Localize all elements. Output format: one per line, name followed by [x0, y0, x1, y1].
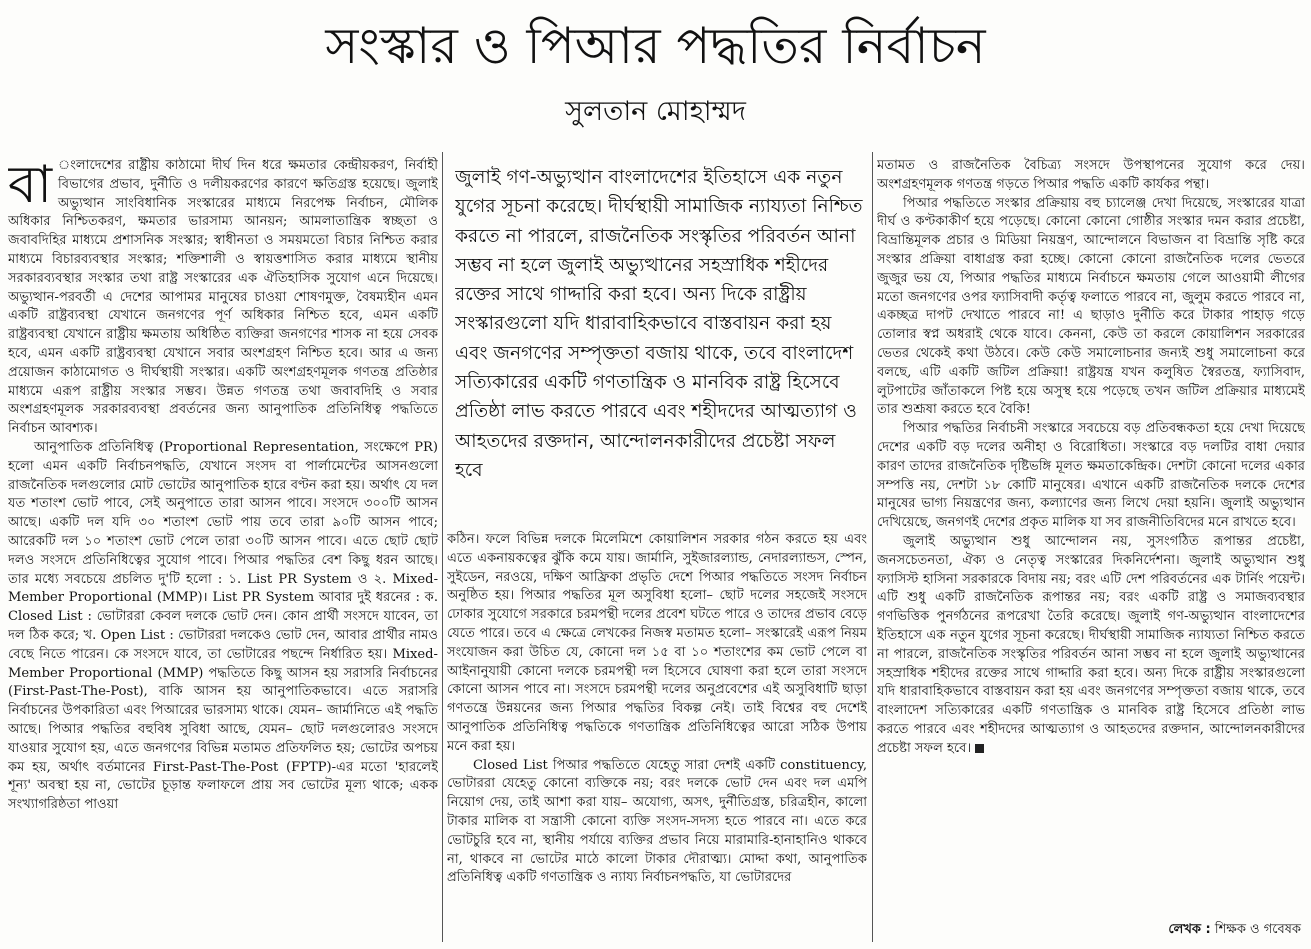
- column-two: [447, 157, 867, 943]
- drop-cap: বা: [8, 157, 53, 215]
- column-divider: [442, 152, 443, 942]
- paragraph: জুলাই অভ্যুত্থান শুধু আন্দোলন নয়, সুসংগঠিত রূপান্তর প্রচেষ্টা, জনসচেতনতা, ঐক্য ও নেতৃত্ব সংস্কারের দিকনির্দেশনা। জুলাই অভ্যুত্থান শুধু ফ্যাসিস্ট হাসিনা সরকারকে বিদায় নয়; বরং এটি দেশ পরিবর্তনের এক টার্নিং পয়েন্ট। এটি শুধু একটি রাজনৈতিক রূপান্তর নয়; বরং একটি রাষ্ট্র ও সমাজব্যবস্থার গণভিত্তিক পুনর্গঠনের রূপরেখা তৈরি করেছে। জুলাই গণ-অভ্যুত্থান বাংলাদেশের ইতিহাসে এক নতুন যুগের সূচনা করেছে। দীর্ঘস্থায়ী সামাজিক ন্যায্যতা নিশ্চিত করতে না পারলে, রাজনৈতিক সংস্কৃতির পরিবর্তন আনা সম্ভব না হলে জুলাই অভ্যুত্থানের সহস্রাধিক শহীদের রক্তের সাথে গাদ্দারি করা হবে। অন্য দিকে রাষ্ট্রীয় সংস্কারগুলো যদি ধারাবাহিকভাবে বাস্তবায়ন করা হয় এবং জনগণের সম্পৃক্ততা বজায় থাকে, তবে বাংলাদেশ সত্যিকারের একটি গণতান্ত্রিক ও মানবিক রাষ্ট্র হিসেবে প্রতিষ্ঠা লাভ করতে পারবে এবং শহীদদের আত্মত্যাগ ও আহতদের রক্তদান, আন্দোলনকারীদের প্রচেষ্টা সফল হবে।: [877, 533, 1305, 756]
- column-three: [877, 157, 1305, 943]
- author-note: [1168, 920, 1301, 941]
- author-label: লেখক :: [1168, 922, 1211, 937]
- paragraph: মতামত ও রাজনৈতিক বৈচিত্র্য সংসদে উপস্থাপনের সুযোগ করে দেয়। অংশগ্রহণমূলক গণতন্ত্র গড়তে পিআর পদ্ধতি একটি কার্যকর পন্থা।: [877, 158, 1305, 192]
- paragraph: পিআর পদ্ধতির নির্বাচনী সংস্কারে সবচেয়ে বড় প্রতিবন্ধকতা হয়ে দেখা দিয়েছে দেশের একটি বড় দলের অনীহা ও বিরোধিতা। সংস্কারে বড় দলটির বাধা দেয়ার কারণ তাদের রাজনৈতিক দৃষ্টিভঙ্গি মূলত ক্ষমতাকেন্দ্রিক। দেশটা কোনো দলের একার সম্পত্তি নয়, দেশটা ১৮ কোটি মানুষের। এখানে একটি রাজনৈতিক দলকে দেশের মানুষের ভাগ্য নিয়ন্ত্রণের জন্য, কল্যাণের জন্য লিখে দেয়া হয়নি। জুলাই অভ্যুত্থান দেখিয়েছে, জনগণই দেশের প্রকৃত মালিক যা সব রাজনীতিবিদের মনে রাখতে হবে।: [877, 421, 1305, 531]
- paragraph: কঠিন। ফলে বিভিন্ন দলকে মিলেমিশে কোয়ালিশন সরকার গঠন করতে হয় এবং এতে একনায়কত্বের ঝুঁকি কমে যায়। জার্মানি, সুইজারল্যান্ড, নেদারল্যান্ডস, স্পেন, সুইডেন, নরওয়ে, দক্ষিণ আফ্রিকা প্রভৃতি দেশে পিআর পদ্ধতিতে সংসদ নির্বাচন অনুষ্ঠিত হয়। পিআর পদ্ধতির মূল অসুবিধা হলো– ছোট দলের সহজেই সংসদে ঢোকার সুযোগে সরকারে চরমপন্থী দলের প্রবেশ ঘটতে পারে ও তাদের প্রভাব বেড়ে যেতে পারে। তবে এ ক্ষেত্রে লেখকের নিজস্ব মতামত হলো– সংস্কারেই এরূপ নিয়ম সংযোজন করা উচিত যে, কোনো দল ১৫ বা ১০ শতাংশের কম ভোট পেলে বা আইনানুযায়ী কোনো দলকে চরমপন্থী দল হিসেবে ঘোষণা করা হলে তারা সংসদে কোনো আসন পাবে না। সংসদে চরমপন্থী দলের অনুপ্রবেশের এই অসুবিধাটি ছাড়া গণতন্ত্রে উন্নয়নের জন্য পিআর পদ্ধতির বিকল্প নেই। তাই বিশ্বের বহু দেশেই আনুপাতিক প্রতিনিধিত্ব পদ্ধতিকে গণতান্ত্রিক প্রতিনিধিত্বের আরো সঠিক উপায় মনে করা হয়।: [447, 532, 867, 754]
- paragraph: বা ংলাদেশের রাষ্ট্রীয় কাঠামো দীর্ঘ দিন ধরে ক্ষমতার কেন্দ্রীয়করণ, নির্বাহী বিভাগের প্রভাব, দুর্নীতি ও দলীয়করণের কারণে ক্ষতিগ্রস্ত হয়েছে। জুলাই অভ্যুত্থান সাংবিধানিক সংস্কারের মাধ্যমে নিরপেক্ষ নির্বাচন, মৌলিক অধিকার নিশ্চিতকরণ, ক্ষমতার ভারসাম্য আনয়ন; আমলাতান্ত্রিক স্বচ্ছতা ও জবাবদিহির মাধ্যমে প্রশাসনিক সংস্কার; স্বাধীনতা ও সময়মতো বিচার নিশ্চিত করার মাধ্যমে বিচারব্যবস্থার সংস্কার; শক্তিশালী ও স্বায়ত্তশাসিত করার মাধ্যমে স্থানীয় সরকারব্যবস্থার সংস্কার তথা রাষ্ট্র সংস্কারের এক ঐতিহাসিক সুযোগ এনে দিয়েছে। অভ্যুত্থান-পরবর্তী এ দেশের আপামর মানুষের চাওয়া শোষণমুক্ত, বৈষম্যহীন এমন একটি রাষ্ট্রব্যবস্থা যেখানে জনগণের পূর্ণ অধিকার নিশ্চিত হবে, এমন একটি রাষ্ট্রব্যবস্থা যেখানে রাষ্ট্রীয় ক্ষমতায় অধিষ্ঠিত ব্যক্তিরা জনগণের শাসক না হয়ে সেবক হবে, এমন একটি রাষ্ট্রব্যবস্থা যেখানে সবার অংশগ্রহণ নিশ্চিত হবে। আর এ জন্য প্রয়োজন কাঠামোগত ও দীর্ঘস্থায়ী সংস্কার। একটি অংশগ্রহণমূলক গণতন্ত্র প্রতিষ্ঠার মাধ্যমে এরূপ রাষ্ট্রীয় সংস্কার সম্ভব। উন্নত গণতন্ত্র তথা জবাবদিহি ও সবার অংশগ্রহণমূলক সরকারব্যবস্থা প্রবর্তনের জন্য আনুপাতিক প্রতিনিধিত্ব পদ্ধতিতে নির্বাচন আবশ্যক।: [8, 157, 438, 437]
- pull-quote: জুলাই গণ-অভ্যুত্থান বাংলাদেশের ইতিহাসে এক নতুন যুগের সূচনা করেছে। দীর্ঘস্থায়ী সামাজিক ন্যায্যতা নিশ্চিত করতে না পারলে, রাজনৈতিক সংস্কৃতির পরিবর্তন আনা সম্ভব না হলে জুলাই অভ্যুত্থানের সহস্রাধিক শহীদের রক্তের সাথে গাদ্দারি করা হবে। অন্য দিকে রাষ্ট্রীয় সংস্কারগুলো যদি ধারাবাহিকভাবে বাস্তবায়ন করা হয় এবং জনগণের সম্পৃক্ততা বজায় থাকে, তবে বাংলাদেশ সত্যিকারের একটি গণতান্ত্রিক ও মানবিক রাষ্ট্র হিসেবে প্রতিষ্ঠা লাভ করতে পারবে এবং শহীদদের আত্মত্যাগ ও আহতদের রক্তদান, আন্দোলনকারীদের প্রচেষ্টা সফল হবে: [455, 167, 863, 481]
- article-byline: সুলতান মোহাম্মদ: [565, 96, 746, 127]
- author-role: শিক্ষক ও গবেষক: [1214, 922, 1301, 937]
- column-one: [8, 157, 438, 943]
- paragraph: আনুপাতিক প্রতিনিধিত্ব (Proportional Representation, সংক্ষেপে PR) হলো এমন একটি নির্বাচনপদ্ধতি, যেখানে সংসদ বা পার্লামেন্টের আসনগুলো রাজনৈতিক দলগুলোর মোট ভোটের আনুপাতিক হারে বণ্টন করা হয়। অর্থাৎ যে দল যত শতাংশ ভোট পাবে, সেই অনুপাতে তারা আসন পাবে। সংসদে ৩০০টি আসন আছে। একটি দল যদি ৩০ শতাংশ ভোট পায় তবে তারা ৯০টি আসন পাবে; আরেকটি দল ১০ শতাংশ ভোট পেলে তারা ৩০টি আসন পাবে। এতে ছোট ছোট দলও সংসদে প্রতিনিধিত্বের সুযোগ পাবে। পিআর পদ্ধতির বেশ কিছু ধরন আছে। তার মধ্যে সবচেয়ে প্রচলিত দু'টি হলো : ১. List PR System ও ২. Mixed-Member Proportional (MMP)। List PR System আবার দুই ধরনের : ক. Closed List : ভোটাররা কেবল দলকে ভোট দেন। কোন প্রার্থী সংসদে যাবেন, তা দল ঠিক করে; খ. Open List : ভোটাররা দলকেও ভোট দেন, আবার প্রার্থীর নামও বেছে নিতে পারেন। কে সংসদে যাবে, তা ভোটারের পছন্দে নির্ধারিত হয়। Mixed-Member Proportional (MMP) পদ্ধতিতে কিছু আসন হয় সরাসরি নির্বাচনের (First-Past-The-Post), বাকি আসন হয় আনুপাতিকভাবে। এতে সরাসরি নির্বাচনের উপকারিতা এবং পিআরের ভারসাম্য থাকে। যেমন– জার্মানিতে এই পদ্ধতি আছে। পিআর পদ্ধতির বহুবিধ সুবিধা আছে, যেমন– ছোট দলগুলোরও সংসদে যাওয়ার সুযোগ হয়, এতে জনগণের বিভিন্ন মতামত প্রতিফলিত হয়; ভোটের অপচয় কম হয়, অর্থাৎ বর্তমানের First-Past-The-Post (FPTP)-এর মতো 'হারলেই শূন্য' অবস্থা হয় না, ভোটের চূড়ান্ত ফলাফলে প্রায় সব ভোটের মূল্য থাকে; একক সংখ্যাগরিষ্ঠতা পাওয়া: [8, 439, 438, 813]
- end-mark-icon: [975, 744, 984, 753]
- paragraph: পিআর পদ্ধতিতে সংস্কার প্রক্রিয়ায় বহু চ্যালেঞ্জ দেখা দিয়েছে, সংস্কারের যাত্রা দীর্ঘ ও কণ্টকাকীর্ণ হয়ে পড়েছে। কোনো কোনো গোষ্ঠীর সংস্কার দমন করার প্রচেষ্টা, বিভ্রান্তিমূলক প্রচার ও মিডিয়া নিয়ন্ত্রণ, আন্দোলনে বিভাজন বা বিভ্রান্তি সৃষ্টি করে সংস্কার প্রক্রিয়া বাধাগ্রস্ত করা হচ্ছে। কোনো কোনো রাজনৈতিক দলের ভেতরে জুজুর ভয় যে, পিআর পদ্ধতির মাধ্যমে নির্বাচনে ক্ষমতায় গেলে আওয়ামী লীগের মতো জনগণের ওপর ফ্যাসিবাদী কর্তৃত্ব ফলাতে পারবে না, জুলুম করতে পারবে না, একচ্ছত্র দাপট দেখাতে পারবে না! এ ছাড়াও দুর্নীতি করে টাকার পাহাড় গড়ে তোলার স্বপ্ন অধরাই থেকে যাবে। কেননা, কেউ তা করলে কোয়ালিশন সরকারের ভেতর থেকেই কথা উঠবে। কেউ কেউ সমালোচনার জন্যই শুধু সমালোচনা করে বলছে, এটি একটি জটিল প্রক্রিয়া! রাষ্ট্রযন্ত্র যখন কলুষিত স্বৈরতন্ত্র, ফ্যাসিবাদ, লুটপাটের জাঁতাকলে পিষ্ট হয়ে অসুস্থ হয়ে পড়েছে তখন জটিল প্রক্রিয়ার মাধ্যমেই তার শুশ্রূষা করতে হবে বৈকি!: [877, 195, 1305, 418]
- paragraph: Closed List পিআর পদ্ধতিতে যেহেতু সারা দেশই একটি constituency, ভোটাররা যেহেতু কোনো ব্যক্তিকে নয়; বরং দলকে ভোট দেন এবং দল এমপি নিয়োগ দেয়, তাই আশা করা যায়– অযোগ্য, অসৎ, দুর্নীতিগ্রস্ত, চরিত্রহীন, কালো টাকার মালিক বা সন্ত্রাসী কোনো ব্যক্তি সংসদ-সদস্য হতে পারবে না। এতে করে ভোটচুরি হবে না, স্থানীয় পর্যায়ে ব্যক্তির প্রভাব নিয়ে মারামারি-হানাহানিও থাকবে না, থাকবে না ভোটের মাঠে কালো টাকার দৌরাত্ম্য। মোদ্দা কথা, আনুপাতিক প্রতিনিধিত্ব একটি গণতান্ত্রিক ও ন্যায্য নির্বাচনপদ্ধতি, যা ভোটারদের: [447, 757, 867, 886]
- column-divider: [872, 152, 873, 942]
- article-headline: সংস্কার ও পিআর পদ্ধতির নির্বাচন: [325, 17, 986, 75]
